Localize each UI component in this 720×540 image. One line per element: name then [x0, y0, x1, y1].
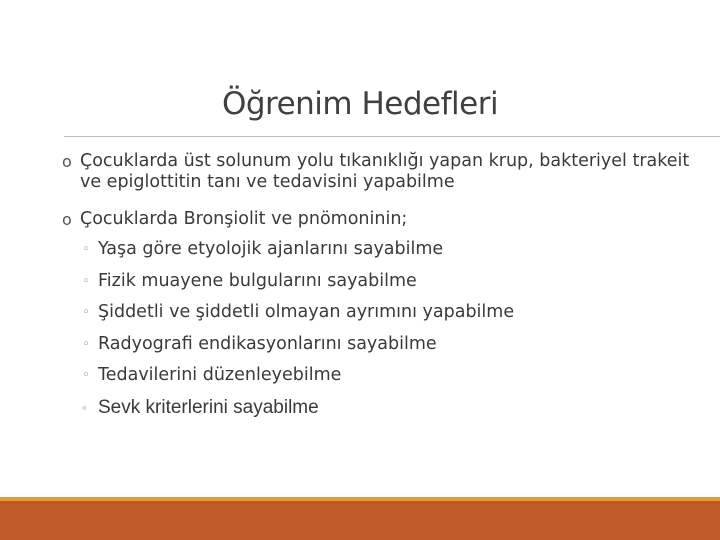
sub-bullet-marker: ◦ — [82, 336, 90, 352]
objective-item — [62, 209, 702, 230]
bullet-marker: o — [62, 210, 72, 229]
footer-bar — [0, 497, 720, 540]
sub-objective-text: Yaşa göre etyolojik ajanlarını sayabilme — [98, 239, 444, 259]
sub-objective-list — [62, 234, 702, 423]
sub-objective-item — [62, 297, 702, 329]
sub-objective-text: Sevk kriterlerini sayabilme — [98, 396, 319, 418]
sub-objective-text: Fizik muayene bulgularını sayabilme — [98, 270, 417, 291]
objective-item — [62, 151, 702, 193]
sub-objective-item — [62, 266, 702, 298]
footer-accent-stripe — [0, 497, 720, 501]
objective-text: Çocuklarda üst solunum yolu tıkanıklığı yapan krup, bakteriyel trakeit ve epiglottitin tanı ve tedavisini yapabilme — [80, 151, 690, 192]
sub-bullet-marker: ◦ — [82, 399, 87, 415]
slide-title: Öğrenim Hedefleri — [221, 86, 499, 122]
sub-bullet-marker: ◦ — [82, 273, 90, 289]
title-divider — [64, 136, 720, 137]
sub-objective-item — [62, 360, 702, 392]
sub-objective-item — [62, 234, 702, 266]
sub-objective-item — [62, 392, 702, 424]
bullet-marker: o — [62, 152, 72, 171]
sub-bullet-marker: ◦ — [82, 368, 90, 383]
sub-bullet-marker: ◦ — [82, 305, 90, 320]
sub-bullet-marker: ◦ — [82, 242, 90, 257]
sub-objective-text: Radyografi endikasyonlarını sayabilme — [98, 333, 437, 354]
slide-content — [62, 151, 702, 423]
sub-objective-text: Tedavilerini düzenleyebilme — [98, 365, 342, 385]
sub-objective-text: Şiddetli ve şiddetli olmayan ayrımını yapabilme — [98, 302, 515, 322]
sub-objective-item — [62, 329, 702, 361]
objective-text: Çocuklarda Bronşiolit ve pnömoninin; — [80, 209, 408, 229]
